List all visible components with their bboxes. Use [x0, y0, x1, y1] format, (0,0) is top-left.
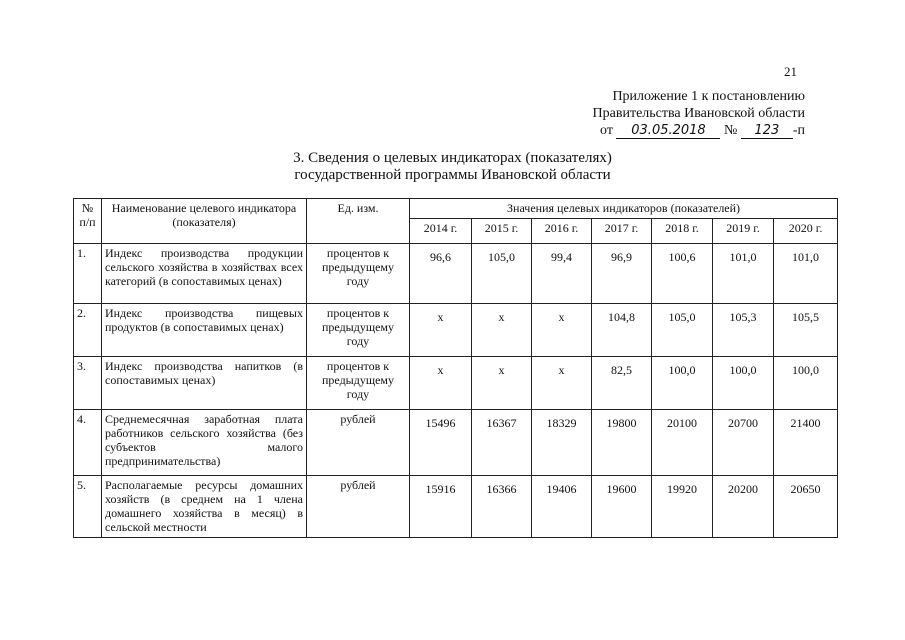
header-year: 2020 г. — [774, 219, 838, 244]
value-cell: 21400 — [774, 410, 838, 476]
header-year: 2016 г. — [532, 219, 592, 244]
value-cell: х — [532, 304, 592, 357]
value-cell: 96,6 — [410, 244, 472, 304]
from-label: от — [600, 123, 613, 138]
appendix-block — [593, 88, 805, 139]
appendix-line-1: Приложение 1 к постановлению — [612, 89, 805, 104]
value-cell: 20200 — [713, 476, 774, 538]
handwritten-date: 03.05.2018 — [616, 124, 720, 139]
header-year: 2014 г. — [410, 219, 472, 244]
row-number: 2. — [74, 304, 102, 357]
indicator-name: Индекс производства напитков (в сопоставимых ценах) — [102, 357, 307, 410]
value-cell: 20650 — [774, 476, 838, 538]
unit-cell: процентов к предыдущему году — [307, 244, 410, 304]
indicator-name: Индекс производства продукции сельского хозяйства в хозяйствах всех категорий (в сопоставимых ценах) — [102, 244, 307, 304]
value-cell: 96,9 — [592, 244, 652, 304]
value-cell: 16366 — [472, 476, 532, 538]
value-cell: 82,5 — [592, 357, 652, 410]
indicators-table — [73, 198, 838, 538]
value-cell: 101,0 — [713, 244, 774, 304]
value-cell: 20700 — [713, 410, 774, 476]
value-cell: 15916 — [410, 476, 472, 538]
value-cell: 104,8 — [592, 304, 652, 357]
value-cell: 101,0 — [774, 244, 838, 304]
table-row — [74, 244, 838, 304]
handwritten-number: 123 — [741, 124, 793, 139]
unit-cell: рублей — [307, 410, 410, 476]
row-number: 1. — [74, 244, 102, 304]
table-row — [74, 476, 838, 538]
value-cell: х — [472, 304, 532, 357]
value-cell: 16367 — [472, 410, 532, 476]
value-cell: х — [532, 357, 592, 410]
value-cell: 19800 — [592, 410, 652, 476]
header-name: Наименование целевого индикатора (показателя) — [102, 199, 307, 244]
value-cell: 99,4 — [532, 244, 592, 304]
value-cell: 100,0 — [774, 357, 838, 410]
header-no: № п/п — [74, 199, 102, 244]
value-cell: х — [410, 304, 472, 357]
value-cell: 100,6 — [652, 244, 713, 304]
header-values-group: Значения целевых индикаторов (показателей) — [410, 199, 838, 219]
value-cell: 19920 — [652, 476, 713, 538]
indicator-name: Индекс производства пищевых продуктов (в сопоставимых ценах) — [102, 304, 307, 357]
appendix-line-3 — [593, 122, 805, 139]
unit-cell: процентов к предыдущему году — [307, 304, 410, 357]
value-cell: 105,0 — [652, 304, 713, 357]
row-number: 3. — [74, 357, 102, 410]
header-year: 2018 г. — [652, 219, 713, 244]
value-cell: 19600 — [592, 476, 652, 538]
table-row — [74, 357, 838, 410]
appendix-line-2: Правительства Ивановской области — [592, 106, 805, 121]
value-cell: 19406 — [532, 476, 592, 538]
document-title — [0, 150, 905, 184]
header-year: 2017 г. — [592, 219, 652, 244]
page-number: 21 — [784, 64, 797, 79]
value-cell: 105,5 — [774, 304, 838, 357]
value-cell: 105,0 — [472, 244, 532, 304]
value-cell: х — [472, 357, 532, 410]
row-number: 4. — [74, 410, 102, 476]
table-row — [74, 410, 838, 476]
title-line-1: 3. Сведения о целевых индикаторах (показателях) — [293, 150, 612, 166]
row-number: 5. — [74, 476, 102, 538]
header-year: 2015 г. — [472, 219, 532, 244]
table-row — [74, 304, 838, 357]
value-cell: 15496 — [410, 410, 472, 476]
header-unit: Ед. изм. — [307, 199, 410, 244]
indicator-name: Располагаемые ресурсы домашних хозяйств (в среднем на 1 члена домашнего хозяйства в месяц) в сельской местности — [102, 476, 307, 538]
unit-cell: процентов к предыдущему году — [307, 357, 410, 410]
value-cell: 18329 — [532, 410, 592, 476]
indicator-name: Среднемесячная заработная плата работников сельского хозяйства (без субъектов малого предпринимательства) — [102, 410, 307, 476]
header-year: 2019 г. — [713, 219, 774, 244]
value-cell: 100,0 — [652, 357, 713, 410]
unit-cell: рублей — [307, 476, 410, 538]
value-cell: 20100 — [652, 410, 713, 476]
value-cell: х — [410, 357, 472, 410]
value-cell: 105,3 — [713, 304, 774, 357]
number-suffix: -п — [792, 123, 805, 138]
title-line-2: государственной программы Ивановской области — [294, 167, 611, 183]
value-cell: 100,0 — [713, 357, 774, 410]
number-label: № — [723, 123, 738, 138]
